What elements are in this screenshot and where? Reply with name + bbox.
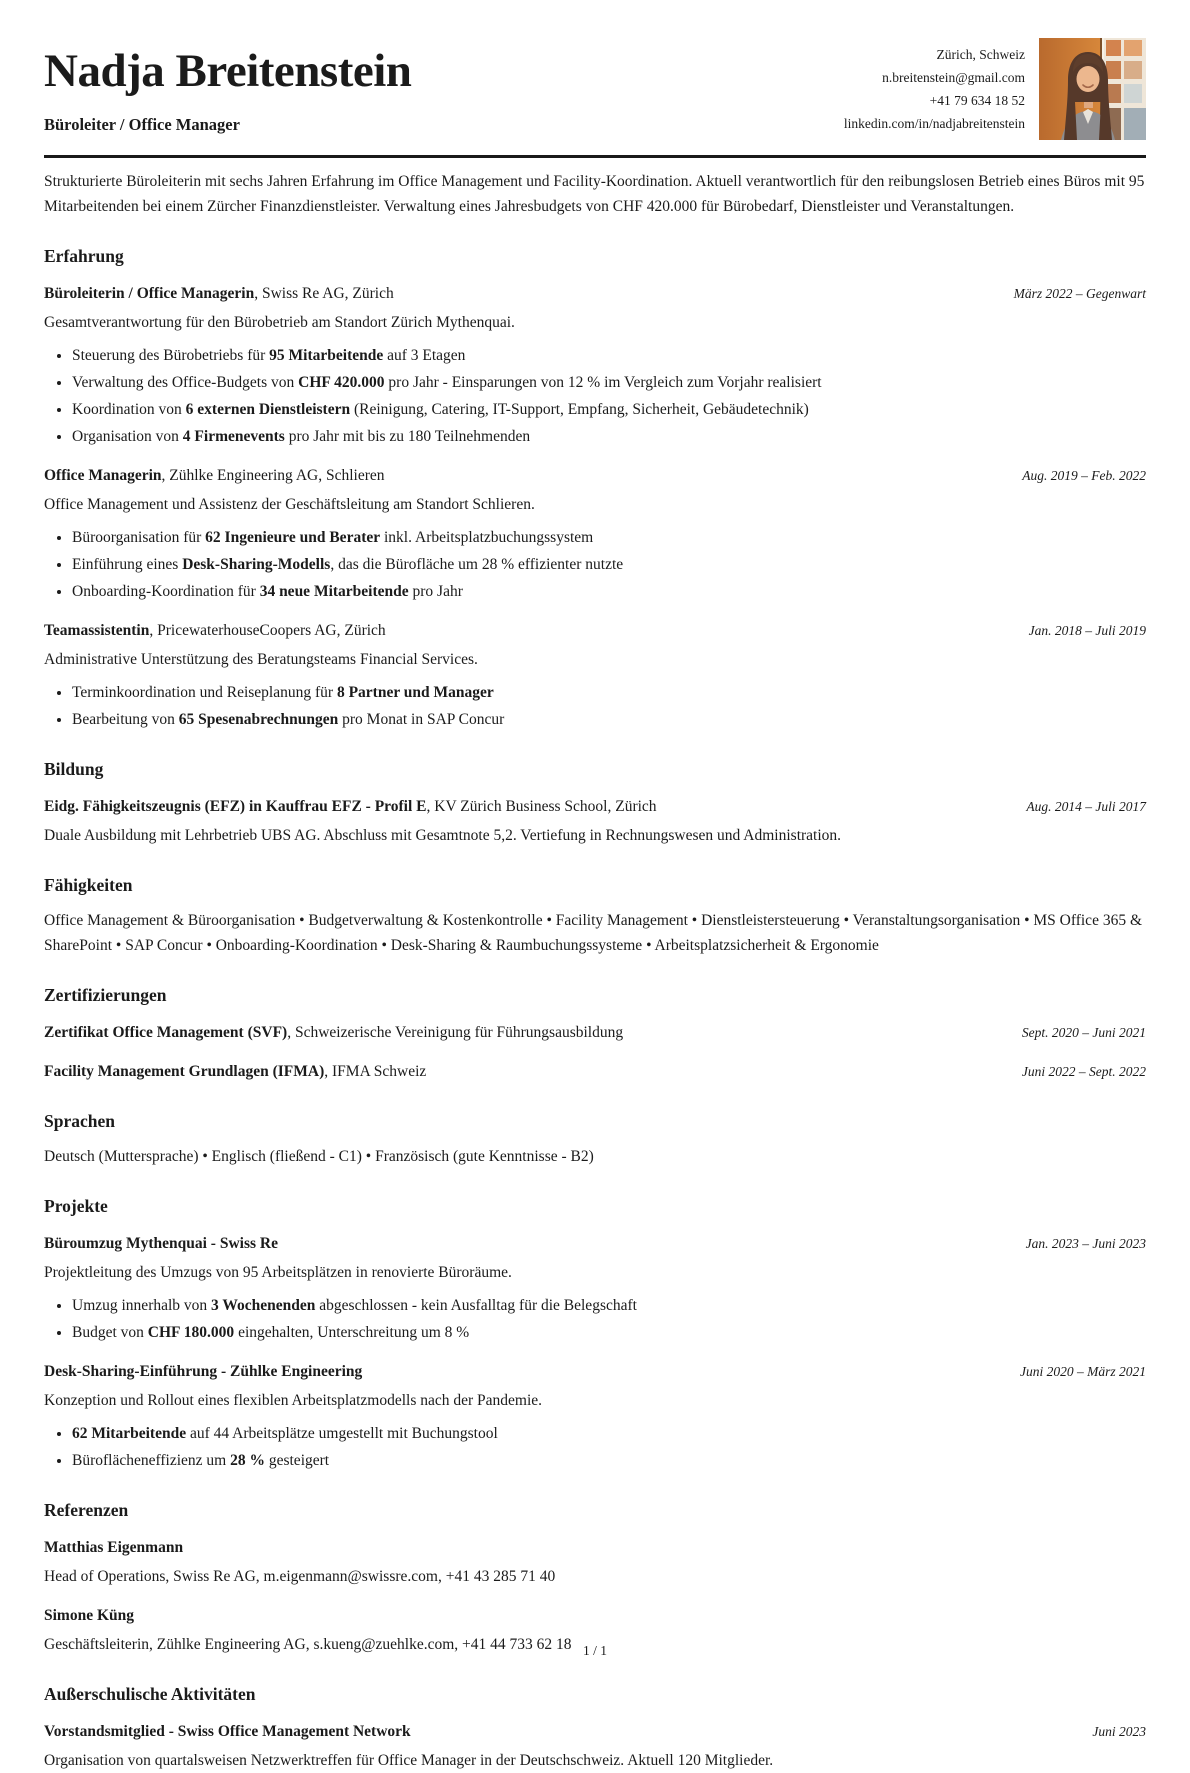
bullet-text: Umzug innerhalb von: [72, 1297, 212, 1314]
phone-text: +41 79 634 18 52: [929, 93, 1025, 108]
header-identity: [44, 38, 411, 135]
entry-header-row: [44, 1021, 1146, 1045]
section-aktivitaeten: [44, 1684, 1146, 1773]
entry-description: Duale Ausbildung mit Lehrbetrieb UBS AG. Abschluss mit Gesamtnote 5,2. Vertiefung in Rechnungswesen und Administration.: [44, 827, 842, 844]
entry-title-line: [44, 1021, 623, 1045]
entry-description: Projektleitung des Umzugs von 95 Arbeitsplätzen in renovierte Büroräume.: [44, 1264, 512, 1281]
bullet-highlight: 95 Mitarbeitende: [269, 347, 384, 364]
entry-header-row: [44, 282, 1146, 306]
bullet-text: Büroflächeneffizienz um: [72, 1452, 231, 1469]
entry: [44, 795, 1146, 848]
entry-description: Gesamtverantwortung für den Bürobetrieb am Standort Zürich Mythenquai.: [44, 314, 515, 331]
entry-title: Facility Management Grundlagen (IFMA): [44, 1063, 325, 1080]
bullet-text: (Reinigung, Catering, IT-Support, Empfang, Sicherheit, Gebäudetechnik): [350, 401, 809, 418]
bullet-item: [72, 1321, 1146, 1345]
bullet-text: pro Jahr: [408, 583, 463, 600]
section-sprachen: [44, 1111, 1146, 1169]
entry-title-line: [44, 1360, 362, 1384]
bullet-text: Onboarding-Koordination für: [72, 583, 260, 600]
profile-photo: [1039, 38, 1146, 140]
bullet-item: [72, 681, 1146, 705]
entry-date: Sept. 2020 – Juni 2021: [1021, 1025, 1146, 1040]
entry-header-row: [44, 1060, 1146, 1084]
resume-body: [44, 246, 1146, 1773]
section-projekte: [44, 1196, 1146, 1473]
page-title: Nadja Breitenstein: [44, 45, 412, 97]
entry-subtitle: , IFMA Schweiz: [324, 1063, 427, 1080]
bullet-highlight: 28 %: [230, 1452, 265, 1469]
bullet-list: [44, 526, 1146, 604]
entry-subtitle: , Zühlke Engineering AG, Schlieren: [161, 467, 385, 484]
bullet-text: gesteigert: [264, 1452, 330, 1469]
entry-date: Jan. 2023 – Juni 2023: [1025, 1236, 1146, 1251]
bullet-text: Budget von: [72, 1324, 148, 1341]
bullet-item: [72, 553, 1146, 577]
section-text-faehigkeiten: Office Management & Büroorganisation • Budgetverwaltung & Kostenkontrolle • Facility Management • Dienstleistersteuerung • Veranstaltungsorganisation • MS Office 365 & SharePoint • SAP Concur • Onboarding-Koordination • Desk-Sharing & Raumbuchungssysteme • Arbeitsplatzsicherheit & Ergonomie: [44, 912, 1143, 954]
bullet-list: [44, 1294, 1146, 1345]
entry-header-row: [44, 795, 1146, 819]
bullet-item: [72, 708, 1146, 732]
header: [44, 38, 1146, 140]
section-bildung: [44, 759, 1146, 848]
bullet-text: pro Jahr - Einsparungen von 12 % im Vergleich zum Vorjahr realisiert: [384, 374, 822, 391]
section-faehigkeiten: [44, 875, 1146, 958]
entry-description: Organisation von quartalsweisen Netzwerktreffen für Office Manager in der Deutschschweiz. Aktuell 120 Mitglieder.: [44, 1752, 774, 1769]
bullet-text: eingehalten, Unterschreitung um 8 %: [234, 1324, 470, 1341]
bullet-text: pro Monat in SAP Concur: [338, 711, 505, 728]
entry-description: Geschäftsleiterin, Zühlke Engineering AG, s.kueng@zuehlke.com, +41 44 733 62 18: [44, 1636, 572, 1653]
entry: [44, 1232, 1146, 1345]
header-divider: [44, 155, 1146, 158]
section-heading-referenzen: Referenzen: [44, 1500, 129, 1520]
bullet-highlight: Desk-Sharing-Modells: [182, 556, 331, 573]
entry-description: Administrative Unterstützung des Beratungsteams Financial Services.: [44, 651, 478, 668]
section-text-sprachen: Deutsch (Muttersprache) • Englisch (fließend - C1) • Französisch (gute Kenntnisse - B2): [44, 1148, 594, 1165]
entry-title: Büroleiterin / Office Managerin: [44, 285, 255, 302]
section-zertifizierungen: [44, 985, 1146, 1084]
bullet-text: pro Jahr mit bis zu 180 Teilnehmenden: [284, 428, 531, 445]
bullet-list: [44, 681, 1146, 732]
entry: [44, 619, 1146, 732]
bullet-item: [72, 526, 1146, 550]
entry-title: Eidg. Fähigkeitszeugnis (EFZ) in Kauffrau EFZ - Profil E: [44, 798, 427, 815]
bullet-text: abgeschlossen - kein Ausfalltag für die Belegschaft: [315, 1297, 637, 1314]
bullet-text: inkl. Arbeitsplatzbuchungssystem: [380, 529, 594, 546]
entry: [44, 1060, 1146, 1084]
section-heading-faehigkeiten: Fähigkeiten: [44, 875, 133, 895]
entry-description: Head of Operations, Swiss Re AG, m.eigenmann@swissre.com, +41 43 285 71 40: [44, 1568, 556, 1585]
bullet-text: Terminkoordination und Reiseplanung für: [72, 684, 337, 701]
entry-header-row: [44, 1232, 1146, 1256]
bullet-highlight: 6 externen Dienstleistern: [185, 401, 351, 418]
entry-subtitle: , Schweizerische Vereinigung für Führungsausbildung: [287, 1024, 624, 1041]
location-text: Zürich, Schweiz: [936, 47, 1025, 62]
bullet-text: Steuerung des Bürobetriebs für: [72, 347, 270, 364]
section-heading-aktivitaeten: Außerschulische Aktivitäten: [44, 1684, 256, 1704]
entry-title-line: [44, 1604, 134, 1628]
entry-description: Office Management und Assistenz der Geschäftsleitung am Standort Schlieren.: [44, 496, 535, 513]
entry-subtitle: , Swiss Re AG, Zürich: [254, 285, 394, 302]
entry-date: Juni 2022 – Sept. 2022: [1021, 1064, 1146, 1079]
entry-title: Teamassistentin: [44, 622, 150, 639]
entry-date: Aug. 2014 – Juli 2017: [1026, 799, 1146, 814]
contact-block: [844, 38, 1025, 135]
summary-paragraph: Strukturierte Büroleiterin mit sechs Jahren Erfahrung im Office Management und Facility-Koordination. Aktuell verantwortlich für den reibungslosen Betrieb eines Büros mit 95 Mitarbeitenden bei einem Zürcher Finanzdienstleister. Verwaltung eines Jahresbudgets von CHF 420.000 für Bürobedarf, Dienstleister und Veranstaltungen.: [44, 173, 1145, 215]
bullet-item: [72, 398, 1146, 422]
section-referenzen: [44, 1500, 1146, 1657]
entry: [44, 282, 1146, 449]
bullet-highlight: 34 neue Mitarbeitende: [259, 583, 409, 600]
entry-title: Office Managerin: [44, 467, 162, 484]
entry-title: Desk-Sharing-Einführung - Zühlke Engineering: [44, 1363, 363, 1380]
entry-date: Juni 2023: [1092, 1724, 1146, 1739]
section-heading-erfahrung: Erfahrung: [44, 246, 124, 266]
bullet-text: Einführung eines: [72, 556, 183, 573]
bullet-list: [44, 1422, 1146, 1473]
bullet-highlight: 4 Firmenevents: [182, 428, 285, 445]
entry-title-line: [44, 1060, 426, 1084]
entry-header-row: [44, 1536, 1146, 1560]
entry-header-row: [44, 619, 1146, 643]
bullet-list: [44, 344, 1146, 449]
entry-title: Matthias Eigenmann: [44, 1539, 184, 1556]
bullet-item: [72, 371, 1146, 395]
section-heading-bildung: Bildung: [44, 759, 104, 779]
bullet-item: [72, 1449, 1146, 1473]
section-heading-sprachen: Sprachen: [44, 1111, 115, 1131]
section-erfahrung: [44, 246, 1146, 732]
bullet-text: Organisation von: [72, 428, 183, 445]
entry-header-row: [44, 1720, 1146, 1744]
entry-subtitle: , KV Zürich Business School, Zürich: [426, 798, 657, 815]
entry-title-line: [44, 619, 386, 643]
bullet-text: auf 3 Etagen: [383, 347, 466, 364]
entry-title-line: [44, 795, 657, 819]
bullet-highlight: 62 Mitarbeitende: [72, 1425, 187, 1442]
entry-title: Vorstandsmitglied - Swiss Office Management Network: [44, 1723, 411, 1740]
entry-title: Zertifikat Office Management (SVF): [44, 1024, 288, 1041]
entry-title-line: [44, 1720, 411, 1744]
entry-title-line: [44, 1536, 183, 1560]
bullet-item: [72, 425, 1146, 449]
section-heading-zertifizierungen: Zertifizierungen: [44, 985, 167, 1005]
entry-header-row: [44, 1604, 1146, 1628]
bullet-highlight: CHF 420.000: [298, 374, 385, 391]
entry: [44, 1536, 1146, 1589]
bullet-text: , das die Bürofläche um 28 % effizienter nutzte: [330, 556, 624, 573]
entry: [44, 464, 1146, 604]
bullet-item: [72, 344, 1146, 368]
entry-subtitle: , PricewaterhouseCoopers AG, Zürich: [149, 622, 386, 639]
entry-header-row: [44, 464, 1146, 488]
entry-date: März 2022 – Gegenwart: [1013, 286, 1146, 301]
email-link[interactable]: n.breitenstein@gmail.com: [882, 70, 1025, 85]
bullet-item: [72, 1422, 1146, 1446]
entry-date: Aug. 2019 – Feb. 2022: [1022, 468, 1146, 483]
entry-date: Juni 2020 – März 2021: [1020, 1364, 1146, 1379]
entry-title-line: [44, 282, 394, 306]
section-heading-projekte: Projekte: [44, 1196, 108, 1216]
bullet-text: auf 44 Arbeitsplätze umgestellt mit Buchungstool: [186, 1425, 498, 1442]
entry: [44, 1360, 1146, 1473]
bullet-text: Büroorganisation für: [72, 529, 206, 546]
bullet-text: Koordination von: [72, 401, 186, 418]
job-title: Büroleiter / Office Manager: [44, 114, 240, 134]
bullet-highlight: 62 Ingenieure und Berater: [205, 529, 381, 546]
linkedin-link[interactable]: linkedin.com/in/nadjabreitenstein: [843, 116, 1025, 131]
bullet-text: Verwaltung des Office-Budgets von: [72, 374, 299, 391]
entry: [44, 1021, 1146, 1045]
entry-title-line: [44, 1232, 278, 1256]
profile-photo-image: [1039, 38, 1146, 140]
bullet-highlight: CHF 180.000: [147, 1324, 235, 1341]
bullet-highlight: 65 Spesenabrechnungen: [178, 711, 339, 728]
header-contact-area: [844, 38, 1146, 140]
entry-title-line: [44, 464, 385, 488]
bullet-highlight: 3 Wochenenden: [211, 1297, 316, 1314]
bullet-item: [72, 580, 1146, 604]
entry-date: Jan. 2018 – Juli 2019: [1028, 623, 1146, 638]
entry-title: Büroumzug Mythenquai - Swiss Re: [44, 1235, 278, 1252]
entry-description: Konzeption und Rollout eines flexiblen Arbeitsplatzmodells nach der Pandemie.: [44, 1392, 543, 1409]
page-number: 1 / 1: [582, 1643, 607, 1658]
bullet-text: Bearbeitung von: [72, 711, 179, 728]
bullet-item: [72, 1294, 1146, 1318]
entry: [44, 1720, 1146, 1773]
bullet-highlight: 8 Partner und Manager: [336, 684, 494, 701]
entry-title: Simone Küng: [44, 1607, 135, 1624]
entry-header-row: [44, 1360, 1146, 1384]
